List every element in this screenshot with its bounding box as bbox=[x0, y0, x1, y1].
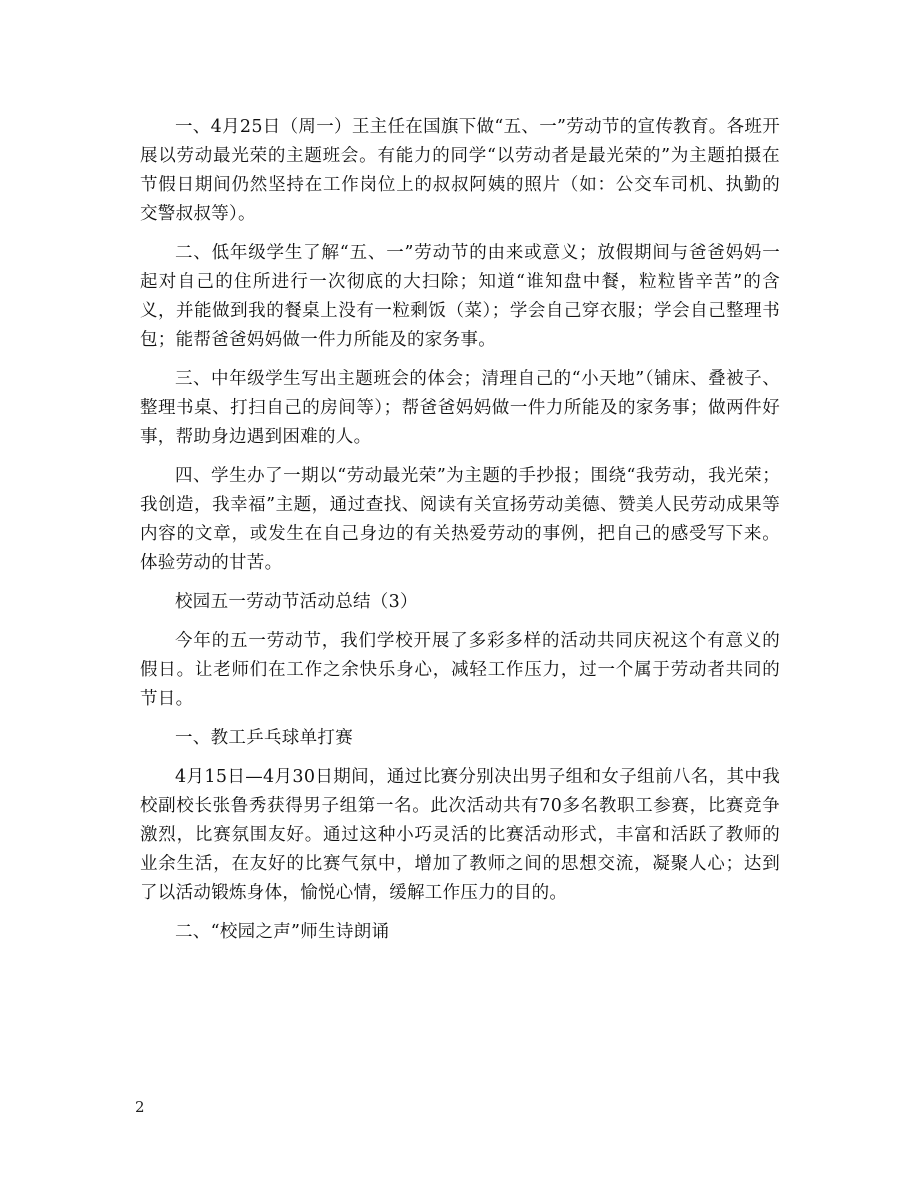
section-title: 校园五一劳动节活动总结（3） bbox=[175, 592, 418, 612]
paragraph-intro: 今年的五一劳动节，我们学校开展了多彩多样的活动共同庆祝这个有意义的假日。让老师们在工作之余快乐身心，减轻工作压力，过一个属于劳动者共同的节日。 bbox=[140, 631, 780, 709]
subheading-table-tennis: 一、教工乒乓球单打赛 bbox=[175, 728, 353, 748]
subheading-poetry-recital: 二、“校园之声”师生诗朗诵 bbox=[175, 922, 390, 942]
paragraph-table-tennis: 4月15日—4月30日期间，通过比赛分别决出男子组和女子组前八名，其中我校副校长张鲁秀获得男子组第一名。此次活动共有70多名教职工参赛，比赛竞争激烈，比赛氛围友好。通过这种小巧灵活的比赛活动形式，丰富和活跃了教师的业余生活，在友好的比赛气氛中，增加了教师之间的思想交流，凝聚人心；达到了以活动锻炼身体，愉悦心情，缓解工作压力的目的。 bbox=[140, 767, 780, 903]
paragraph-activity-3: 三、中年级学生写出主题班会的体会；清理自己的“小天地”（铺床、叠被子、整理书桌、打扫自己的房间等）；帮爸爸妈妈做一件力所能及的家务事；做两件好事，帮助身边遇到困难的人。 bbox=[140, 369, 780, 447]
paragraph-activity-1: 一、4月25日（周一）王主任在国旗下做“五、一”劳动节的宣传教育。各班开展以劳动最光荣的主题班会。有能力的同学“以劳动者是最光荣的”为主题拍摄在节假日期间仍然坚持在工作岗位上的叔叔阿姨的照片（如：公交车司机、执勤的交警叔叔等）。 bbox=[140, 117, 780, 224]
paragraph-activity-4: 四、学生办了一期以“劳动最光荣”为主题的手抄报；围绕“我劳动，我光荣；我创造，我幸福”主题，通过查找、阅读有关宣扬劳动美德、赞美人民劳动成果等内容的文章，或发生在自己身边的有关热爱劳动的事例，把自己的感受写下来。体验劳动的甘苦。 bbox=[140, 466, 780, 573]
document-body bbox=[140, 113, 780, 957]
page-number: 2 bbox=[135, 1098, 145, 1116]
paragraph-activity-2: 二、低年级学生了解“五、一”劳动节的由来或意义；放假期间与爸爸妈妈一起对自己的住所进行一次彻底的大扫除；知道“谁知盘中餐，粒粒皆辛苦”的含义，并能做到我的餐桌上没有一粒剩饭（菜）；学会自己穿衣服；学会自己整理书包；能帮爸爸妈妈做一件力所能及的家务事。 bbox=[140, 243, 780, 350]
